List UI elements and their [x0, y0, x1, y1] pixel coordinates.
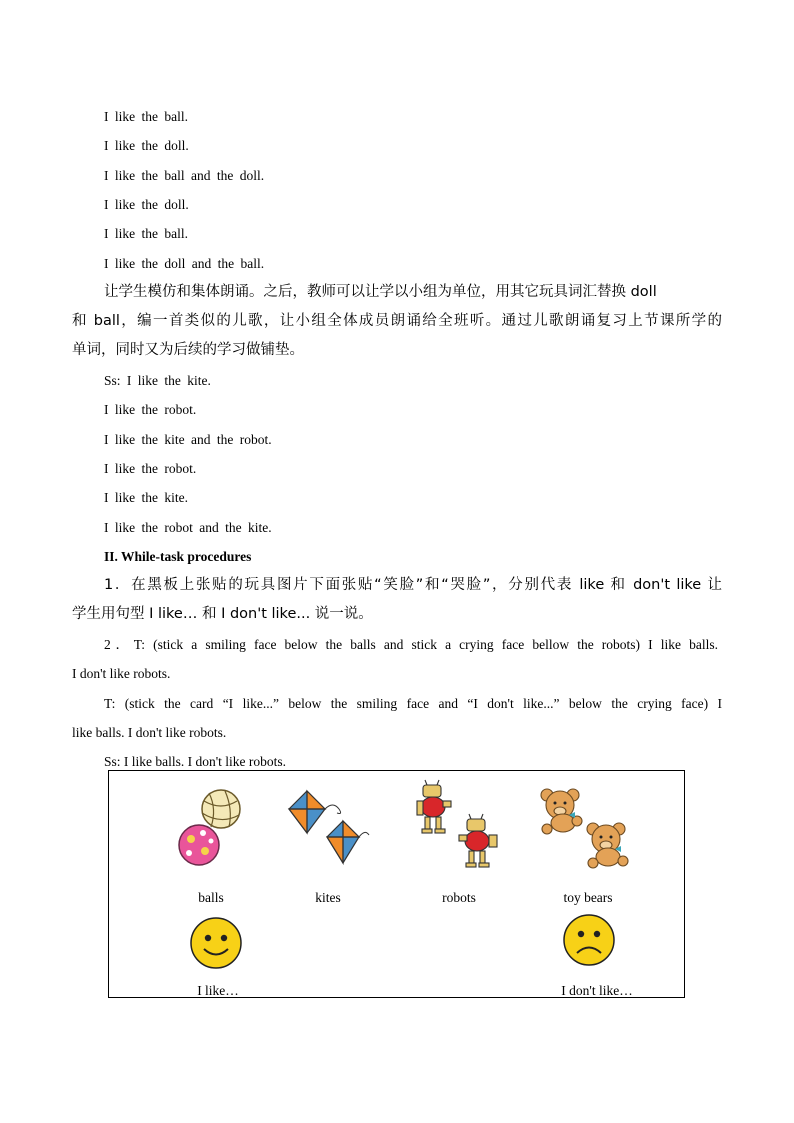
- rhyme2-line-1: Ss: I like the kite.: [104, 373, 211, 388]
- step2-line-2: I don't like robots.: [72, 666, 171, 681]
- step2-line-5: Ss: I like balls. I don't like robots.: [104, 754, 287, 769]
- step2-line-4: like balls. I don't like robots.: [72, 725, 227, 740]
- rhyme1-line-1: I like the ball.: [104, 109, 188, 124]
- rhyme1-line-3: I like the ball and the doll.: [104, 168, 265, 183]
- crying-face-icon: [562, 913, 616, 967]
- label-robots: robots: [442, 890, 476, 905]
- toy-bears-icon: [539, 785, 635, 871]
- rhyme2-line-3: I like the kite and the robot.: [104, 432, 272, 447]
- rhyme1-line-6: I like the doll and the ball.: [104, 256, 265, 271]
- rhyme1-line-2: I like the doll.: [104, 138, 189, 153]
- rhyme1-line-5: I like the ball.: [104, 226, 188, 241]
- section-heading: II. While-task procedures: [104, 549, 252, 564]
- smiling-face-icon: [189, 916, 243, 970]
- robots-icon: [407, 779, 507, 873]
- para1-line-2: 和 ball，编一首类似的儿歌，让小组全体成员朗诵给全班听。通过儿歌朗诵复习上节课所学的: [72, 313, 722, 329]
- rhyme2-line-4: I like the robot.: [104, 461, 197, 476]
- smile-caption: I like…: [197, 983, 239, 998]
- rhyme2-line-6: I like the robot and the kite.: [104, 520, 272, 535]
- rhyme1-line-4: I like the doll.: [104, 197, 189, 212]
- step1-line-1: 1．在黑板上张贴的玩具图片下面张贴“笑脸”和“哭脸”，分别代表 like 和 don't like 让: [104, 577, 722, 593]
- kites-icon: [285, 789, 371, 871]
- rhyme2-line-2: I like the robot.: [104, 402, 197, 417]
- step2-line-3: T: (stick the card “I like...” below the smiling face and “I don't like...” below the crying face) I: [104, 696, 722, 711]
- para1-line-1: 让学生模仿和集体朗诵。之后，教师可以让学以小组为单位，用其它玩具词汇替换 doll: [104, 284, 657, 300]
- label-toy-bears: toy bears: [563, 890, 613, 905]
- step1-line-2: 学生用句型 I like… 和 I don't like... 说一说。: [72, 606, 373, 622]
- step2-line-1: 2．T: (stick a smiling face below the balls and stick a crying face bellow the robots) I like balls.: [104, 637, 718, 652]
- toy-figure-box: [108, 770, 685, 998]
- rhyme2-line-5: I like the kite.: [104, 490, 188, 505]
- sad-caption: I don't like…: [561, 983, 633, 998]
- para1-line-3: 单词，同时又为后续的学习做铺垫。: [72, 342, 304, 358]
- label-kites: kites: [315, 890, 341, 905]
- label-balls: balls: [198, 890, 224, 905]
- balls-icon: [177, 785, 243, 869]
